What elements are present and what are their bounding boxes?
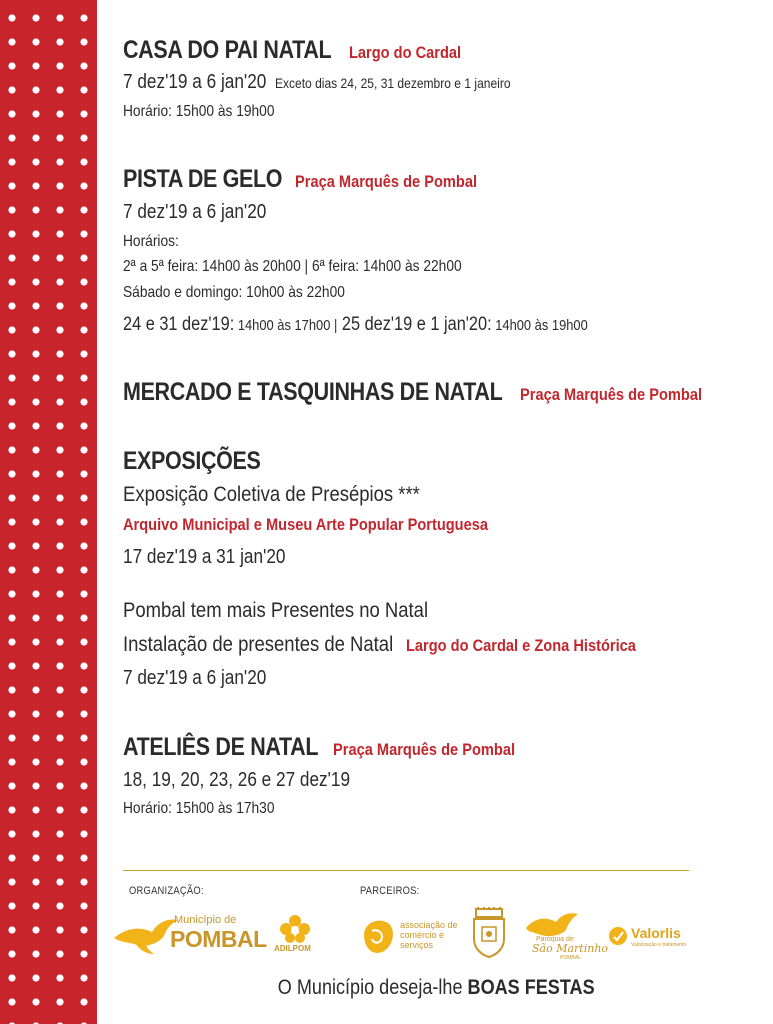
- valorlis-text: Valorlis: [631, 925, 681, 941]
- casa-note: Exceto dias 24, 25, 31 dezembro e 1 janeiro: [274, 75, 511, 91]
- atelies-dates: 18, 19, 20, 23, 26 e 27 dez'19: [123, 769, 351, 791]
- atelies-location: Praça Marquês de Pombal: [332, 740, 515, 759]
- exposicao-1-location: Arquivo Municipal e Museu Arte Popular Portuguesa: [123, 515, 489, 534]
- pista-weekend: Sábado e domingo: 10h00 às 22h00: [123, 284, 345, 301]
- mercado-location: Praça Marquês de Pombal: [520, 385, 703, 404]
- pista-weekdays: 2ª a 5ª feira: 14h00 às 20h00 | 6ª feira: 14h00 às 22h00: [123, 258, 462, 275]
- pombal-logo: [112, 912, 267, 962]
- exposicao-1-dates: 17 dez'19 a 31 jan'20: [123, 546, 286, 568]
- exposicao-2-title: Pombal tem mais Presentes no Natal: [123, 599, 429, 622]
- crest-logo: [470, 907, 508, 959]
- casa-dates-row: [123, 71, 511, 94]
- crest-icon: [470, 907, 508, 959]
- atelies-title: ATELIÊS DE NATAL: [123, 733, 319, 761]
- valorlis-sub: Valorização e tratamento: [631, 942, 687, 948]
- footer-bold: BOAS FESTAS: [467, 976, 595, 999]
- casa-hours: Horário: 15h00 às 19h00: [123, 103, 275, 120]
- exposicao-2-subtitle: Instalação de presentes de Natal: [123, 633, 394, 656]
- footer-message: [0, 976, 773, 1000]
- adilpom-logo: [272, 913, 318, 959]
- pombal-big-text: POMBAL: [170, 926, 267, 952]
- acs-text: [400, 920, 458, 950]
- casa-title: CASA DO PAI NATAL: [123, 36, 332, 64]
- mercado-section: [123, 378, 732, 407]
- organizacao-label: ORGANIZAÇÃO:: [129, 885, 204, 897]
- sao-martinho-sub: POMBAL: [560, 955, 581, 961]
- exposicao-2-dates: 7 dez'19 a 6 jan'20: [123, 667, 267, 689]
- atelies-hours: Horário: 15h00 às 17h30: [123, 800, 275, 817]
- pista-hours-label: Horários:: [123, 233, 179, 250]
- sao-martinho-text: São Martinho: [532, 942, 609, 955]
- pista-special-date-1: 24 e 31 dez'19:: [123, 314, 235, 335]
- pista-location: Praça Marquês de Pombal: [295, 172, 478, 191]
- pista-special-time-2: 14h00 às 19h00: [491, 317, 588, 334]
- pista-title: PISTA DE GELO: [123, 165, 283, 193]
- pista-special-time-1: 14h00 às 17h00 |: [234, 317, 338, 334]
- atelies-section: [123, 733, 545, 762]
- pombal-small-text: Município de: [174, 914, 237, 926]
- acs-line-3: serviços: [400, 940, 434, 950]
- valorlis-leaf-icon: [608, 926, 628, 946]
- casa-location: Largo do Cardal: [349, 43, 462, 62]
- casa-section: [123, 36, 480, 65]
- exposicao-1-location-wrap: [123, 515, 547, 535]
- acs-logo: [360, 914, 460, 958]
- sao-martinho-small: Paróquia de: [536, 936, 574, 943]
- exposicoes-section: [123, 447, 283, 476]
- polka-dot-strip: [0, 0, 97, 1024]
- footer-text: O Município deseja-lhe: [278, 976, 468, 999]
- exposicao-1-title: Exposição Coletiva de Presépios ***: [123, 483, 420, 506]
- exposicao-2-row: [123, 633, 673, 657]
- acs-shape-icon: [360, 917, 396, 955]
- acs-line-2: comércio e: [400, 930, 445, 940]
- mercado-title: MERCADO E TASQUINHAS DE NATAL: [123, 378, 503, 406]
- pista-section: [123, 165, 507, 194]
- pista-dates: 7 dez'19 a 6 jan'20: [123, 201, 267, 223]
- exposicoes-title: EXPOSIÇÕES: [123, 447, 261, 475]
- adilpom-text: ADILPOM: [274, 944, 311, 953]
- valorlis-logo: [608, 924, 690, 952]
- adilpom-flower-icon: [277, 913, 313, 943]
- footer-divider: [123, 870, 689, 871]
- parceiros-label: PARCEIROS:: [360, 885, 420, 897]
- pista-special-row: [123, 313, 588, 336]
- acs-line-1: associação de: [400, 920, 458, 930]
- pista-special-date-2: 25 dez'19 e 1 jan'20:: [337, 314, 492, 335]
- exposicao-2-location: Largo do Cardal e Zona Histórica: [406, 636, 636, 655]
- casa-dates: 7 dez'19 a 6 jan'20: [123, 71, 267, 93]
- sao-martinho-logo: [522, 910, 609, 961]
